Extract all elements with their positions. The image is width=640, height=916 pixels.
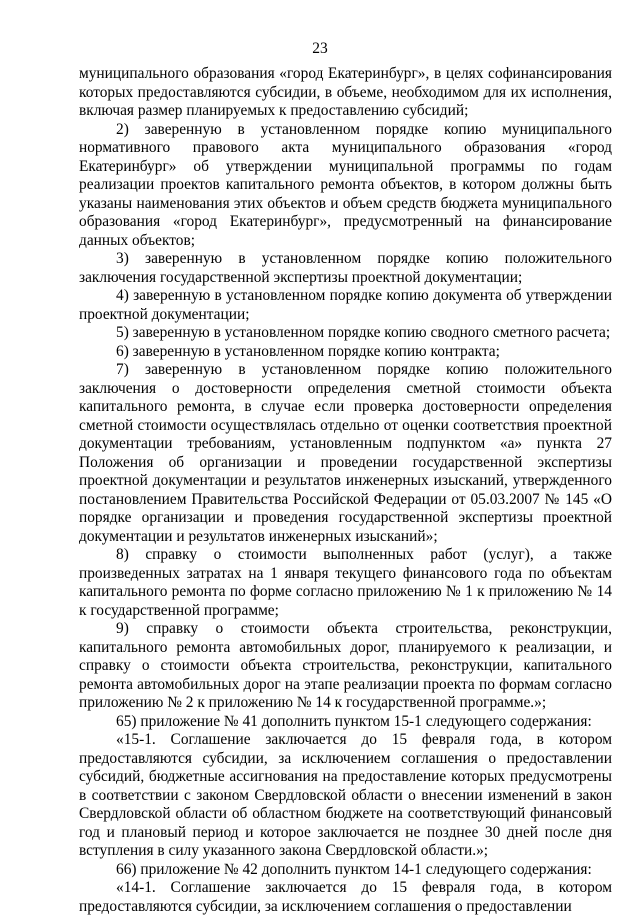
paragraph-item-6: 6) заверенную в установленном порядке копию контракта; — [116, 342, 500, 360]
paragraph-continuation: муниципального образования «город Екатеринбург», в целях софинансирования которых предоставляются субсидии, в объеме, необходимом для их исполнения, включая размер планируемых к предоставлению субсидий; — [79, 65, 612, 119]
paragraph-item-5: 5) заверенную в установленном порядке копию сводного сметного расчета; — [116, 324, 611, 341]
paragraph-item-7: 7) заверенную в установленном порядке копию положительного заключения о достоверности определения сметной стоимости объекта капитального ремонта, в случае если проверка достоверности определения сметной стоимости осуществлялась отдельно от оценки соответствия проектной документации требованиям, установленным подпунктом «а» пункта 27 Положения об организации и проведении государственной экспертизы проектной документации и результатов инженерных изысканий, утвержденного постановлением Правительства Российской Федерации от 05.03.2007 № 145 «О порядке организации и проведения государственной экспертизы проектной документации и результатов инженерных изысканий»; — [79, 361, 612, 545]
paragraph-item-66: 66) приложение № 42 дополнить пунктом 14-1 следующего содержания: — [116, 860, 592, 878]
paragraph-clause-15-1: «15-1. Соглашение заключается до 15 февраля года, в котором предоставляются субсидии, за исключением соглашения о предоставлении субсидий, бюджетные ассигнования на предоставление которых предусмотрены в соответствии с законом Свердловской области о внесении изменений в закон Свердловской области об областном бюджете на соответствующий финансовый год и плановый период и которое заключается не позднее 30 дней после дня вступления в силу указанного закона Свердловской области.»; — [79, 731, 612, 859]
paragraph-item-3: 3) заверенную в установленном порядке копию положительного заключения государственной экспертизы проектной документации; — [79, 250, 612, 286]
document-body — [79, 65, 612, 916]
paragraph-clause-14-1: «14-1. Соглашение заключается до 15 февраля года, в котором предоставляются субсидии, за исключением соглашения о предоставлении — [79, 879, 612, 915]
paragraph-item-8: 8) справку о стоимости выполненных работ (услуг), а также произведенных затратах на 1 января текущего финансового года по объектам капитального ремонта по форме согласно приложению № 1 к приложению № 14 к государственной программе; — [79, 546, 612, 619]
paragraph-item-65: 65) приложение № 41 дополнить пунктом 15-1 следующего содержания: — [116, 712, 592, 730]
page-number: 23 — [312, 40, 328, 57]
paragraph-item-9: 9) справку о стоимости объекта строительства, реконструкции, капитального ремонта автомобильных дорог, планируемого к реализации, и справку о стоимости объекта строительства, реконструкции, капитального ремонта автомобильных дорог на этапе реализации проекта по формам согласно приложению № 2 к приложению № 14 к государственной программе.»; — [79, 620, 612, 711]
paragraph-item-4: 4) заверенную в установленном порядке копию документа об утверждении проектной документации; — [79, 287, 612, 323]
paragraph-item-2: 2) заверенную в установленном порядке копию муниципального нормативного правового акта муниципального образования «город Екатеринбург» об утверждении муниципальной программы по годам реализации проектов капитального ремонта объектов, в котором должны быть указаны наименования этих объектов и объем средств бюджета муниципального образования «город Екатеринбург», предусмотренный на финансирование данных объектов; — [79, 120, 612, 249]
